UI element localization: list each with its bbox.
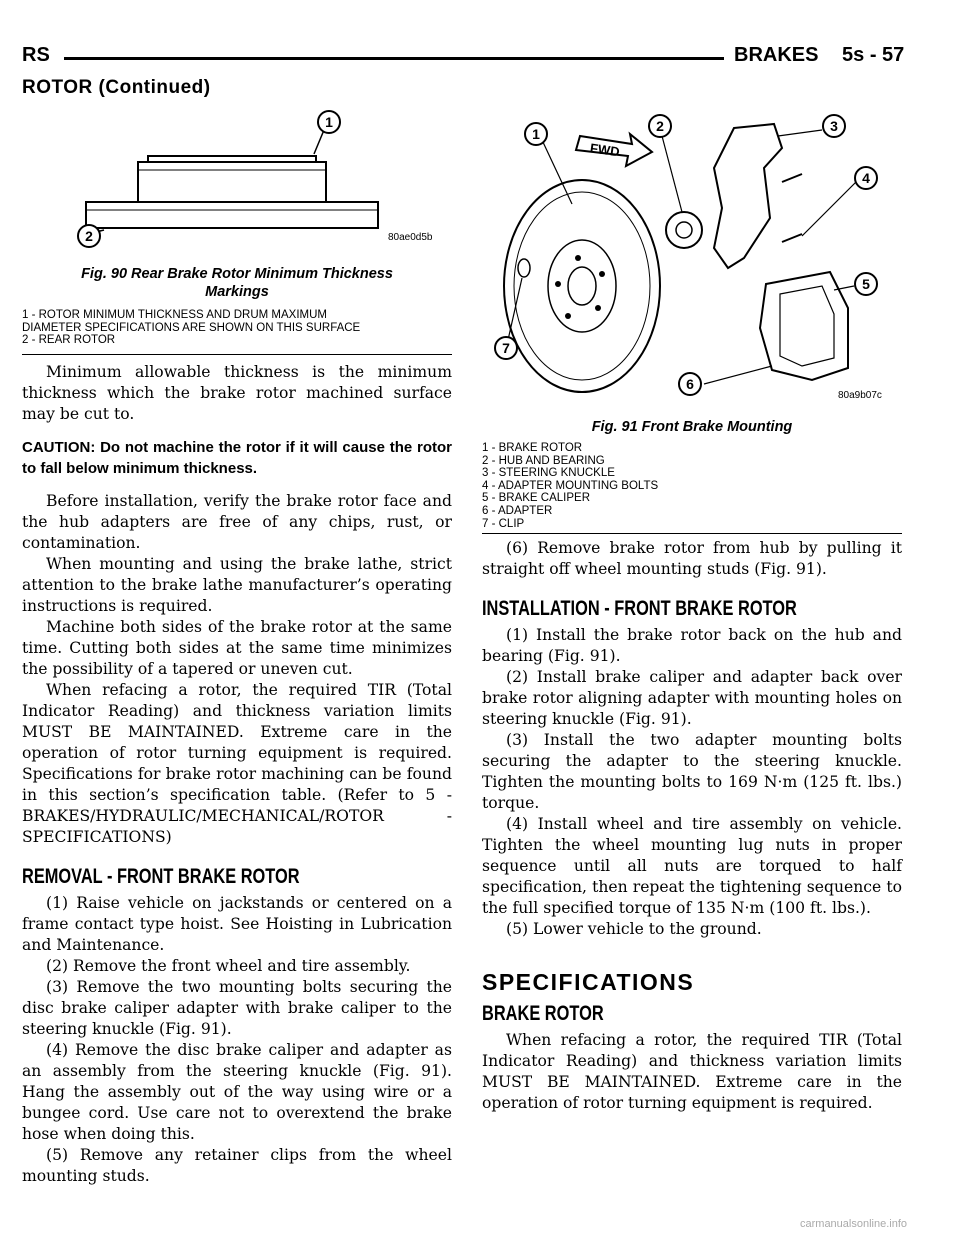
legend-item: 1 - BRAKE ROTOR [482, 442, 583, 454]
paragraph: Minimum allowable thickness is the minimum thickness which the brake rotor machined surface may be cut to. [22, 363, 452, 423]
caution-note: CAUTION: Do not machine the rotor if it will cause the rotor to fall below minimum thickness. [22, 439, 452, 477]
legend-item: 7 - CLIP [482, 517, 525, 530]
header-right [734, 44, 904, 67]
fig90-caption-line2: Markings [205, 284, 269, 300]
step: (4) Remove the disc brake caliper and adapter as an assembly from the steering knuckle (Fig. 91). Hang the assembly out of the way using wire or a bungee cord. Use care not to overextend the brake hose when doing this. [22, 1041, 452, 1143]
paragraph: When refacing a rotor, the required TIR (Total Indicator Reading) and thickness variation limits MUST BE MAINTAINED. Extreme care in the operation of rotor turning equipment is required. [482, 1031, 902, 1112]
fig91-callout-1: 1 [532, 126, 540, 142]
fig91-callout-5: 5 [862, 276, 870, 292]
fig91-code: 80a9b07c [838, 390, 882, 401]
fig91-caption: Fig. 91 Front Brake Mounting [591, 419, 793, 435]
fig90-legend [22, 309, 452, 347]
rear-rotor-illustration [76, 108, 446, 258]
brake-rotor-heading: BRAKE ROTOR [482, 1002, 604, 1025]
step: (5) Lower vehicle to the ground. [506, 920, 762, 938]
step: (4) Install wheel and tire assembly on vehicle. Tighten the wheel mounting lug nuts in proper sequence until all nuts are torqued to half specification, then repeat the tightening sequence to the full specified torque of 135 N·m (100 ft. lbs.). [482, 815, 902, 917]
legend-item: 2 - REAR ROTOR [22, 334, 116, 347]
continued-heading: ROTOR (Continued) [22, 77, 211, 98]
legend-item: 1 - ROTOR MINIMUM THICKNESS AND DRUM MAXIMUM [22, 309, 327, 321]
fig91-rule [482, 533, 902, 534]
installation-heading: INSTALLATION - FRONT BRAKE ROTOR [482, 597, 797, 620]
header-rule [64, 57, 724, 60]
front-brake-illustration [482, 108, 902, 408]
paragraph: Before installation, verify the brake rotor face and the hub adapters are free of any chips, rust, or contamination. [22, 492, 452, 552]
fig91-callout-7: 7 [502, 340, 510, 356]
fwd-label: FWD [589, 140, 621, 160]
header-rs: RS [22, 44, 50, 66]
header-section: BRAKES [734, 44, 819, 66]
fig90-rule [22, 354, 452, 355]
fig90-caption [22, 265, 452, 301]
right-column [482, 538, 902, 1114]
legend-item: 2 - HUB AND BEARING [482, 454, 605, 467]
step: (2) Install brake caliper and adapter back over brake rotor aligning adapter with mounting holes on steering knuckle (Fig. 91). [482, 668, 902, 728]
fig91-callout-3: 3 [830, 118, 838, 134]
paragraph: Machine both sides of the brake rotor at the same time. Cutting both sides at the same time minimizes the possibility of a tapered or uneven cut. [22, 618, 452, 678]
legend-item: 4 - ADAPTER MOUNTING BOLTS [482, 479, 659, 492]
figure-90 [76, 108, 446, 258]
step: (1) Install the brake rotor back on the hub and bearing (Fig. 91). [482, 626, 902, 665]
legend-item: 3 - STEERING KNUCKLE [482, 467, 615, 480]
legend-item: DIAMETER SPECIFICATIONS ARE SHOWN ON THIS SURFACE [22, 321, 361, 334]
left-column [22, 362, 452, 1187]
step: (6) Remove brake rotor from hub by pulling it straight off wheel mounting studs (Fig. 91). [482, 539, 902, 578]
fig90-callout-1: 1 [325, 114, 333, 130]
step: (2) Remove the front wheel and tire assembly. [46, 957, 411, 975]
removal-heading: REMOVAL - FRONT BRAKE ROTOR [22, 865, 300, 888]
fig91-legend [482, 442, 902, 530]
fig90-callout-2: 2 [85, 228, 93, 244]
header-page-number: 5s - 57 [842, 44, 905, 66]
figure-91 [482, 108, 902, 408]
footer-watermark: carmanualsonline.info [800, 1218, 908, 1230]
fig91-callout-4: 4 [862, 170, 870, 186]
fig91-callout-6: 6 [686, 376, 694, 392]
legend-item: 6 - ADAPTER [482, 504, 553, 517]
step: (3) Remove the two mounting bolts securing the disc brake caliper adapter with brake caliper to the steering knuckle (Fig. 91). [22, 978, 452, 1038]
specifications-heading: SPECIFICATIONS [482, 969, 695, 995]
fig90-code: 80ae0d5b [388, 232, 433, 243]
step: (1) Raise vehicle on jackstands or centered on a frame contact type hoist. See Hoisting in Lubrication and Maintenance. [22, 894, 452, 954]
fig90-caption-line1: Fig. 90 Rear Brake Rotor Minimum Thickness [81, 266, 393, 282]
paragraph: When mounting and using the brake lathe, strict attention to the brake lathe manufacturer’s operating instructions is required. [22, 555, 452, 615]
step: (5) Remove any retainer clips from the wheel mounting studs. [22, 1146, 452, 1185]
fig91-callout-2: 2 [656, 118, 664, 134]
paragraph: When refacing a rotor, the required TIR (Total Indicator Reading) and thickness variation limits MUST BE MAINTAINED. Extreme care in the operation of rotor turning equipment is required. Specifications for brake rotor machining can be found in this section’s specification table. (Refer to 5 - BRAKES/HYDRAULIC/MECHANICAL/ROTOR - SPECIFICATIONS) [22, 681, 452, 846]
step: (3) Install the two adapter mounting bolts securing the adapter to the steering knuckle. Tighten the mounting bolts to 169 N·m (125 ft. lbs.) torque. [482, 731, 902, 812]
legend-item: 5 - BRAKE CALIPER [482, 492, 591, 505]
